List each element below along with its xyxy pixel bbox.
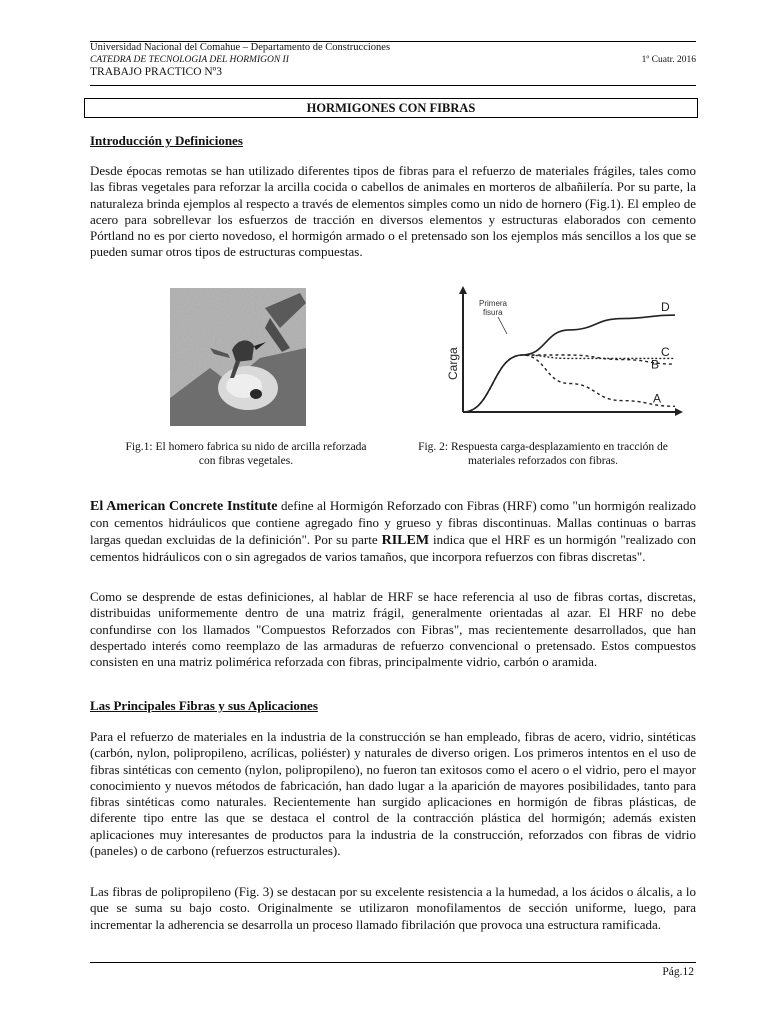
header-bottom-rule [90,85,696,86]
definitions-paragraph: Como se desprende de estas definiciones, al hablar de HRF se hace referencia al uso de fibras cortas, discretas, distribuidas uniformemente dentro de una matriz frágil, generalmente orientadas al azar. El HRF no debe confundirse con los llamados "Compuestos Reforzados con Fibras", mas recientemente desarrollados, que han despertado interés como reemplazo de las armaduras de refuerzo convencional o pretensado. Estos compuestos consisten en una matriz polimérica reforzada con fibras, principalmente vidrio, carbón o aramida. [90,589,696,670]
page-number: Pág.12 [662,966,694,978]
series-line-c [463,355,675,412]
x-axis-arrow [675,408,683,416]
header-institution: Universidad Nacional del Comahue – Departamento de Construcciones [90,42,391,53]
fibers-paragraph-2: Las fibras de polipropileno (Fig. 3) se destacan por su excelente resistencia a la humedad, a los ácidos o álcalis, a lo que se suma su bajo costo. Originalmente se utilizaron monofilamentos de sección uniforme, luego, para incrementar la adherencia se desarrolla un proceso llamado fibrilación que provoca una estructura ramificada. [90,884,696,932]
footer-rule [90,962,696,963]
aci-lead: El American Concrete Institute [90,499,278,514]
fibers-paragraph-1: Para el refuerzo de materiales en la industria de la construcción se han empleado, fibras de acero, vidrio, sintéticas (carbón, nylon, polipropileno, acrílicas, poliéster) y naturales de diverso origen. Los primeros intentos en el uso de fibras sintéticas con cemento (nylon, polipropileno), no fueron tan exitosos como el acero o el vidrio, pero el mayor conocimiento y nuevos métodos de fabricación, han dado lugar a la aparición de mayores posibilidades, tanto para fibras sintéticas como naturales. Recientemente han surgido aplicaciones en hormigón de fibras plásticas, de diferente tipo entre las que se destaca el control de la contracción plástica del hormigón; además existen aplicaciones muy interesantes de productos para la industria de la construcción, reforzados con fibras de vidrio (paneles) o de carbono (refuerzos estructurales). [90,729,696,859]
figure-2-load-displacement-chart [443,284,689,424]
page-title: HORMIGONES CON FIBRAS [84,98,698,118]
y-axis-arrow [459,286,467,294]
figure-2-caption: Fig. 2: Respuesta carga-desplazamiento en tracción de materiales reforzados con fibras. [418,441,668,467]
aci-text-1: define al Hormigón Reforzado con Fibras (HRF) como "un hormigón realizado con cementos hidráulicos que contiene agregado fino y grueso y fibras discontinuas. Mallas continuas o barras largas quedan excluidas de la definición". Por su parte [90,498,697,547]
series-line-b [463,355,675,412]
intro-paragraph: Desde épocas remotas se han utilizado diferentes tipos de fibras para el refuerzo de materiales frágiles, tales como las fibras vegetales para reforzar la arcilla cocida o cabellos de animales en morteros de albañilería. Por su parte, la naturaleza brinda ejemplos al respecto a través de elementos simples como un nido de hornero (Fig.1). El empleo de acero para sobrellevar los esfuerzos de tracción en diversos elementos y estructuras elaborados con cemento Pórtland no es por cierto novedoso, el hormigón armado o el pretensado son los ejemplos más sencillos a los que se pueden sumar otros tipos de estructuras compuestas. [90,163,696,260]
header-assignment: TRABAJO PRACTICO Nº3 [90,66,222,78]
rilem-label: RILEM [381,532,430,548]
y-axis-label: Carga [446,347,460,380]
series-line-d [463,315,675,412]
aci-text-2: indica que el HRF es un hormigón "realizado con cementos hidráulicos con o sin agregados de varios tamaños, que incorpora refuerzos con fibras discretas". [90,531,697,564]
header-course-row [90,54,696,66]
series-label-b: B [651,357,660,372]
header-course: CATEDRA DE TECNOLOGIA DEL HORMIGON II [90,55,289,65]
figure-1-hornero-photo [170,288,306,426]
series-label-a: A [653,391,662,406]
section-heading-intro: Introducción y Definiciones [90,133,243,148]
annotation-fisura: fisura [483,308,503,317]
series-label-c: C [661,345,670,360]
figure-1-caption: Fig.1: El homero fabrica su nido de arcilla reforzada con fibras vegetales. [125,441,367,467]
page-header [90,42,696,78]
annotation-arrow [498,317,507,334]
annotation-primera: Primera [479,299,508,308]
series-line-a [463,355,675,412]
section-heading-fibers: Las Principales Fibras y sus Aplicaciones [90,698,318,713]
series-label-d: D [661,300,670,315]
header-term: 1º Cuatr. 2016 [641,55,696,65]
aci-paragraph [90,498,696,565]
